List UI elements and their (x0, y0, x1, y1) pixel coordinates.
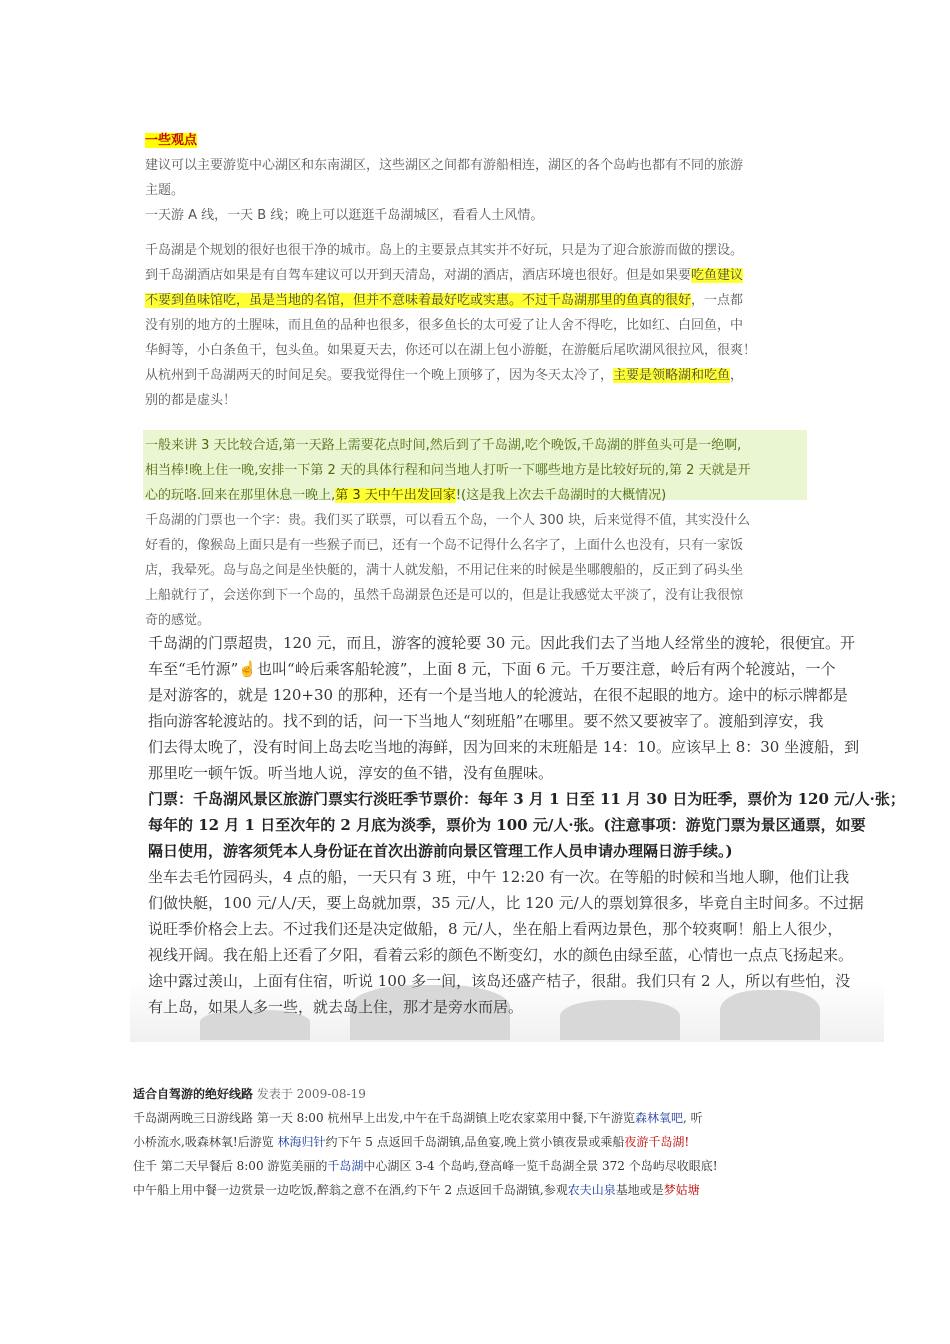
paragraph-line: 华鲟等，小白条鱼干，包头鱼。如果夏天去，你还可以在湖上包小游艇，在游艇后尾吹湖风很拉风，很爽！ (145, 343, 757, 358)
self-drive-route-section (133, 1082, 833, 1202)
paragraph-line: 店，我晕死。岛与岛之间是坐快艇的，满十人就发船，不用记住来的时候是坐哪艘船的，反正到了码头坐 (145, 563, 744, 578)
section-title: 一些观点 (145, 133, 198, 148)
paragraph-line: 小桥流水,吸森林氧!后游览 林海归针约下午 5 点返回千岛湖镇,品鱼宴,晚上赏小镇夜景或乘船夜游千岛湖! (133, 1135, 690, 1149)
paragraph-line: 千岛湖两晚三日游线路 第一天 8:00 杭州早上出发,中午在千岛湖镇上吃农家菜用中餐,下午游览森林氧吧, 听 (133, 1111, 703, 1125)
paragraph-line: 途中露过羡山，上面有住宿，听说 100 多一间，该岛还盛产桔子，很甜。我们只有 2 人，所以有些怕，没 (148, 972, 851, 990)
post-date: 发表于 2009-08-19 (256, 1087, 366, 1101)
paragraph-line: 心的玩咯.回来在那里休息一晚上,第 3 天中午出发回家!(这是我上次去千岛湖时的大概情况) (145, 488, 667, 503)
highlight-text: 吃鱼建议 (691, 268, 744, 283)
link-menggu-pond[interactable]: 梦姑塘 (663, 1183, 700, 1197)
ticket-info-line: 门票：千岛湖风景区旅游门票实行淡旺季节票价：每年 3 月 1 日至 11 月 30 日为旺季，票价为 120 元/人·张； (148, 790, 905, 808)
hand-pointer-icon: ☝ (238, 660, 258, 678)
paragraph-line: 指向游客轮渡站的。找不到的话，问一下当地人“刻班船”在哪里。要不然又要被宰了。渡船到淳安，我 (148, 712, 824, 730)
ticket-opinion-paragraph (145, 508, 810, 633)
ferry-text (148, 630, 905, 1020)
paragraph-line: 建议可以主要游览中心湖区和东南湖区，这些湖区之间都有游船相连，湖区的各个岛屿也都有不同的旅游 (145, 158, 744, 173)
paragraph-line: 车至“毛竹源”☝也叫“岭后乘客船轮渡”，上面 8 元，下面 6 元。千万要注意，岭后有两个轮渡站，一个 (148, 656, 883, 682)
paragraph-line: 一般来讲 3 天比较合适,第一天路上需要花点时间,然后到了千岛湖,吃个晚饭,千岛湖的胖鱼头可是一绝啊, (145, 438, 742, 453)
paragraph-line: 那里吃一顿午饭。听当地人说，淳安的鱼不错，没有鱼腥味。 (148, 764, 554, 782)
highlight-text: 第 3 天中午出发回家 (335, 488, 456, 503)
paragraph-line: 中午船上用中餐一边赏景一边吃饭,醉翁之意不在酒,约下午 2 点返回千岛湖镇,参观农夫山泉基地或是梦姑塘 (133, 1183, 700, 1197)
paragraph-line: 好看的，像猴岛上面只是有一些猴子而已，还有一个岛不记得什么名字了，上面什么也没有，只有一家饭 (145, 538, 744, 553)
three-day-paragraph (145, 433, 810, 508)
paragraph-line: 上船就行了，会送你到下一个岛的，虽然千岛湖景色还是可以的，但是让我感觉太平淡了，没有让我很惊 (145, 588, 744, 603)
paragraph-line: 到千岛湖酒店如果是有自驾车建议可以开到天清岛，对湖的酒店，酒店环境也很好。但是如果要吃鱼建议 (145, 268, 744, 283)
link-forest-oxygen[interactable]: 森林氧吧 (635, 1111, 684, 1125)
paragraph-line: 视线开阔。我在船上还看了夕阳，看着云彩的颜色不断变幻，水的颜色由绿至蓝，心情也一点点飞扬起来。 (148, 946, 854, 964)
paragraph-line: 千岛湖是个规划的很好也很干净的城市。岛上的主要景点其实并不好玩，只是为了迎合旅游而做的摆设。 (145, 243, 744, 258)
paragraph-line: 奇的感觉。 (145, 613, 211, 628)
paragraph-line: 从杭州到千岛湖两天的时间足矣。要我觉得住一个晚上顶够了，因为冬天太冷了，主要是领略湖和吃鱼， (145, 368, 744, 383)
link-nongfu-spring[interactable]: 农夫山泉 (567, 1183, 616, 1197)
link-qiandao-lake[interactable]: 千岛湖 (327, 1159, 364, 1173)
opinions-section (145, 128, 810, 413)
paragraph-line: 千岛湖的门票超贵，120 元，而且，游客的渡轮要 30 元。因此我们去了当地人经常坐的渡轮，很便宜。开 (148, 634, 856, 652)
link-forest-needle[interactable]: 林海归针 (277, 1135, 326, 1149)
post-title: 适合自驾游的绝好线路 (133, 1087, 254, 1101)
paragraph-line: 别的都是虚头！ (145, 393, 237, 408)
paragraph-line: 主题。 (145, 183, 185, 198)
paragraph-line: 是对游客的，就是 120+30 的那种，还有一个是当地人的轮渡站，在很不起眼的地方。途中的标示牌都是 (148, 686, 848, 704)
link-night-tour[interactable]: 夜游千岛湖! (624, 1135, 690, 1149)
ticket-info-line: 隔日使用，游客须凭本人身份证在首次出游前向景区管理工作人员申请办理隔日游手续。) (148, 842, 733, 860)
paragraph-line: 相当棒!晚上住一晚,安排一下第 2 天的具体行程和问当地人打听一下哪些地方是比较好玩的,第 2 天就是开 (145, 463, 751, 478)
paragraph-line: 有上岛，如果人多一些，就去岛上住，那才是旁水而居。 (148, 998, 524, 1016)
paragraph-line: 们做快艇，100 元/人/天，要上岛就加票，35 元/人，比 120 元/人的票划算很多，毕竟自主时间多。不过据 (148, 894, 864, 912)
highlight-text: 不要到鱼味馆吃，虽是当地的名馆，但并不意味着最好吃或实惠。不过千岛湖那里的鱼真的很好 (145, 293, 692, 308)
ticket-info-line: 每年的 12 月 1 日至次年的 2 月底为淡季，票价为 100 元/人·张。(注意事项：游览门票为景区通票，如要 (148, 816, 866, 834)
city-fish-paragraph (145, 238, 810, 413)
paragraph-line: 没有别的地方的土腥味，而且鱼的品种也很多，很多鱼长的太可爱了让人舍不得吃，比如红、白回鱼，中 (145, 318, 744, 333)
paragraph-line: 一天游 A 线，一天 B 线；晚上可以逛逛千岛湖城区，看看人土风情。 (145, 208, 544, 223)
paragraph-line: 们去得太晚了，没有时间上岛去吃当地的海鲜，因为回来的末班船是 14：10。应该早上 8：30 坐渡船，到 (148, 738, 860, 756)
highlight-text: 主要是领略湖和吃鱼 (613, 368, 731, 383)
paragraph-line: 不要到鱼味馆吃，虽是当地的名馆，但并不意味着最好吃或实惠。不过千岛湖那里的鱼真的很好，一点都 (145, 293, 744, 308)
paragraph-line: 千岛湖的门票也一个字：贵。我们买了联票，可以看五个岛，一个人 300 块，后来觉得不值，其实没什么 (145, 513, 751, 528)
paragraph-line: 说旺季价格会上去。不过我们还是决定做船，8 元/人，坐在船上看两边景色，那个较爽啊！船上人很少， (148, 920, 843, 938)
paragraph-line: 住千 第二天早餐后 8:00 游览美丽的千岛湖中心湖区 3-4 个岛屿,登高峰一览千岛湖全景 372 个岛屿尽收眼底! (133, 1159, 718, 1173)
paragraph-line: 坐车去毛竹园码头，4 点的船，一天只有 3 班，中午 12:20 有一次。在等船的时候和当地人聊，他们让我 (148, 868, 850, 886)
